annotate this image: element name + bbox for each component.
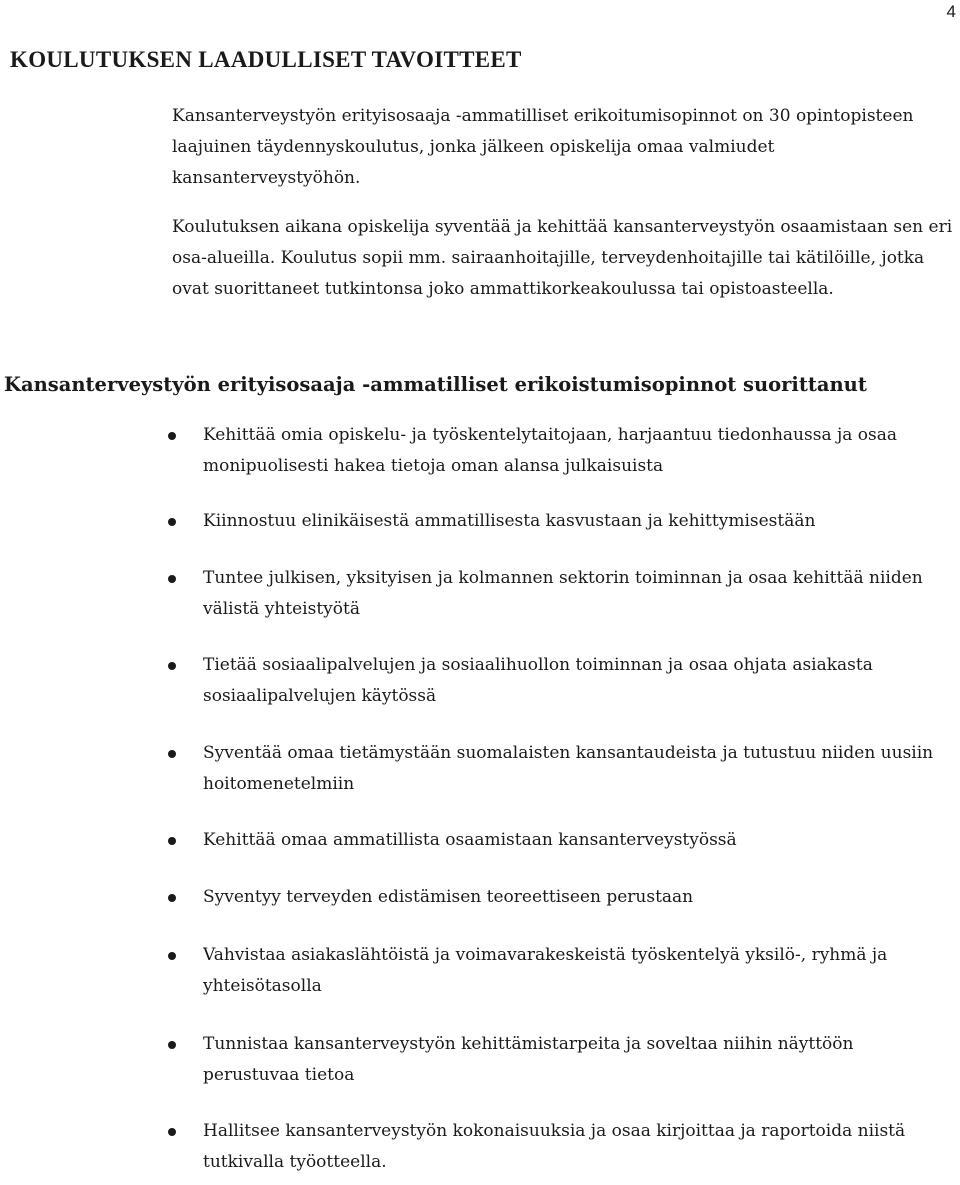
list-item-text: Kiinnostuu elinikäisestä ammatillisesta kasvustaan ja kehittymisestään (203, 511, 816, 531)
intro-paragraph-2: Koulutuksen aikana opiskelija syventää ja kehittää kansanterveystyön osaamistaan sen eri osa-alueilla. Koulutus sopii mm. sairaanhoitajille, terveydenhoitajille tai kätilöille, jotka ovat suorittaneet tutkintonsa joko ammattikorkeakoulussa tai opistoasteella. (172, 217, 953, 299)
list-item-text: Kehittää omia opiskelu- ja työskentelytaitojaan, harjaantuu tiedonhaussa ja osaa monipuolisesti hakea tietoja oman alansa julkaisuista (203, 425, 898, 476)
list-item-text: Tietää sosiaalipalvelujen ja sosiaalihuollon toiminnan ja osaa ohjata asiakasta sosiaalipalvelujen käytössä (203, 655, 873, 706)
list-item-text: Syventää omaa tietämystään suomalaisten kansantaudeista ja tutustuu niiden uusiin hoitomenetelmiin (203, 743, 934, 794)
list-item-text: Hallitsee kansanterveystyön kokonaisuuksia ja osaa kirjoittaa ja raportoida niistä tutkivalla työotteella. (203, 1121, 906, 1172)
page-number: 4 (946, 2, 956, 21)
bullet-icon (168, 894, 176, 902)
bullet-icon (168, 432, 176, 440)
intro-paragraph-1: Kansanterveystyön erityisosaaja -ammatilliset erikoitumisopinnot on 30 opintopisteen laajuinen täydennyskoulutus, jonka jälkeen opiskelija omaa valmiudet kansanterveystyöhön. (172, 106, 914, 188)
bullet-icon (168, 575, 176, 583)
bullet-icon (168, 1128, 176, 1136)
list-item-text: Syventyy terveyden edistämisen teoreettiseen perustaan (203, 887, 694, 907)
section-heading: Kansanterveystyön erityisosaaja -ammatilliset erikoistumisopinnot suorittanut (4, 373, 867, 396)
bullet-icon (168, 662, 176, 670)
list-item-text: Vahvistaa asiakaslähtöistä ja voimavarakeskeistä työskentelyä yksilö-, ryhmä ja yhteisötasolla (203, 945, 888, 996)
bullet-icon (168, 837, 176, 845)
list-item-text: Tuntee julkisen, yksityisen ja kolmannen sektorin toiminnan ja osaa kehittää niiden välistä yhteistyötä (203, 568, 923, 619)
list-item-text: Kehittää omaa ammatillista osaamistaan kansanterveystyössä (203, 830, 737, 850)
bullet-icon (168, 952, 176, 960)
list-item-text: Tunnistaa kansanterveystyön kehittämistarpeita ja soveltaa niihin näyttöön perustuvaa tietoa (203, 1034, 854, 1085)
bullet-icon (168, 1041, 176, 1049)
bullet-icon (168, 518, 176, 526)
page-title: KOULUTUKSEN LAADULLISET TAVOITTEET (10, 47, 522, 72)
bullet-icon (168, 750, 176, 758)
